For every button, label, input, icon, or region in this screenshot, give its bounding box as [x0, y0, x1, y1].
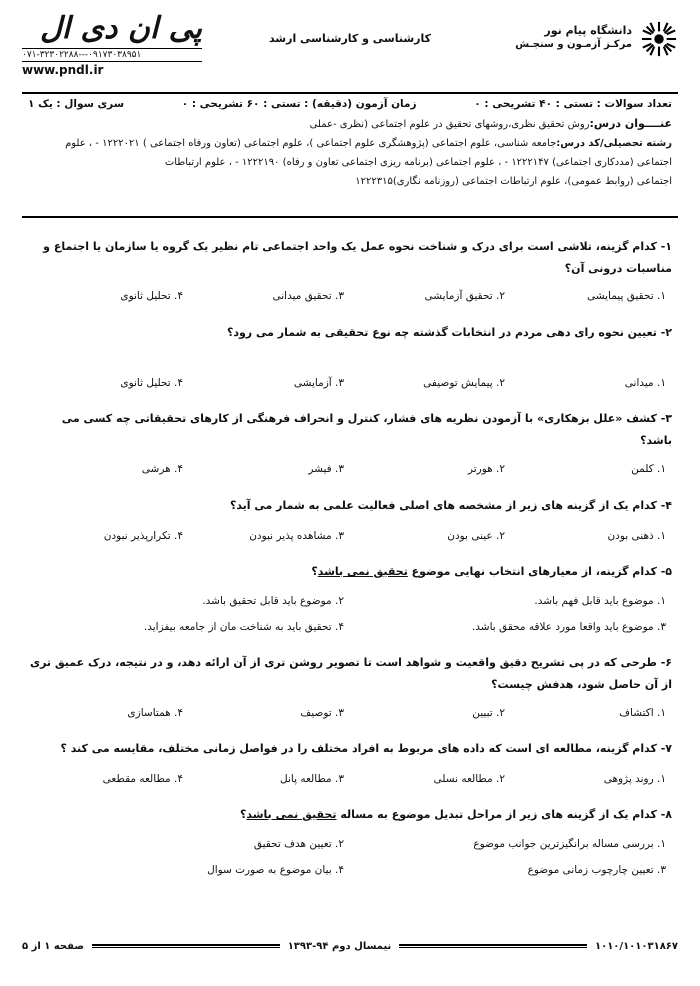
question-5-options: [28, 588, 672, 640]
q7-option-1[interactable]: ۱. روند پژوهی: [603, 773, 666, 785]
exam-center-name: مرکـز آزمـون و سنجـش: [515, 39, 632, 50]
q5-option-4[interactable]: ۴. تحقیق باید به شناخت مان از جامعه بیفزاید.: [143, 621, 344, 633]
question-series: سری سوال : یک ۱: [28, 98, 125, 110]
q8-option-3[interactable]: ۳. تعیین چارچوب زمانی موضوع: [527, 864, 666, 876]
q1-option-1[interactable]: ۱. تحقیق پیمایشی: [587, 290, 666, 302]
course-title-label: عنــــوان درس:: [589, 117, 672, 130]
question-6-options: [28, 707, 672, 719]
q2-option-3[interactable]: ۳. آزمایشی: [293, 377, 344, 389]
q2-option-4[interactable]: ۴. تحلیل ثانوی: [120, 377, 183, 389]
question-1-options: [28, 290, 672, 302]
watermark-stamp: [22, 11, 202, 94]
q4-option-3[interactable]: ۳. مشاهده پذیر نبودن: [249, 530, 344, 542]
q5-option-2[interactable]: ۲. موضوع باید قابل تحقیق باشد.: [202, 595, 344, 607]
university-logo-icon: [640, 20, 678, 58]
footer-divider: [399, 944, 587, 948]
exam-time: زمان آزمون (دقیقه) : تستی : ۶۰ تشریحی : ۰: [181, 98, 417, 110]
q2-option-1[interactable]: ۱. میدانی: [624, 377, 666, 389]
question-4: ۴- کدام یک از گزینه های زیر از مشخصه های اصلی فعالیت علمی به شمار می آید؟: [229, 499, 672, 512]
university-brand: [458, 14, 678, 84]
field-line-1: جامعه شناسی، علوم اجتماعی (پژوهشگری علوم اجتماعی )، علوم اجتماعی (تعاون ورفاه اجتماعی ) ۱۲۲۲۰۲۱ - ، علوم: [65, 138, 557, 149]
q4-option-2[interactable]: ۲. عینی بودن: [447, 530, 505, 542]
question-7: ۷- کدام گزینه، مطالعه ای است که داده های مربوط به افراد مختلف را در فواصل زمانی مختلف، مقایسه می کند ؟: [60, 742, 672, 755]
watermark-url: www.pndl.ir: [22, 63, 104, 77]
question-8-negation: تحقیق نمی باشد: [246, 808, 337, 821]
exam-info-box: [22, 92, 678, 218]
question-8: [28, 804, 672, 826]
header: [22, 11, 678, 94]
question-3: ۳- کشف «علل بزهکاری» با آزمودن نظریه های فشار، کنترل و انحراف فرهنگی از کارهای تحقیقاتی چه کسی می باشد؟: [61, 412, 672, 447]
field-label: رشته تحصیلی/کد درس:: [556, 138, 672, 149]
question-count: تعداد سوالات : تستی : ۴۰ تشریحی : ۰: [474, 98, 672, 110]
q7-option-3[interactable]: ۳. مطالعه پانل: [280, 773, 344, 785]
field-line-2: اجتماعی (مددکاری اجتماعی) ۱۲۲۲۱۴۷ - ، علوم اجتماعی (برنامه ریزی اجتماعی تعاون و رفاه) ۱۲۲۲۱۹۰ - ، علوم ارتباطات: [164, 157, 672, 168]
q4-option-4[interactable]: ۴. تکرارپذیر نبودن: [103, 530, 183, 542]
question-2-options: [28, 377, 672, 389]
q5-option-3[interactable]: ۳. موضوع باید واقعا مورد علاقه محقق باشد.: [471, 621, 666, 633]
q5-option-1[interactable]: ۱. موضوع باید قابل فهم باشد.: [534, 595, 666, 607]
q8-option-1[interactable]: ۱. بررسی مساله برانگیزترین جوانب موضوع: [473, 838, 666, 850]
question-8-options: [28, 831, 672, 883]
footer-divider-2: [92, 944, 280, 948]
q1-option-2[interactable]: ۲. تحقیق آزمایشی: [424, 290, 505, 302]
question-5: [28, 561, 672, 583]
field-line-3: اجتماعی (روابط عمومی)، علوم ارتباطات اجتماعی (روزنامه نگاری)۱۲۲۲۳۱۵: [355, 176, 672, 187]
q4-option-1[interactable]: ۱. ذهنی بودن: [607, 530, 666, 542]
q7-option-4[interactable]: ۴. مطالعه مقطعی: [102, 773, 183, 785]
question-2: ۲- تعیین نحوه رای دهی مردم در انتخابات گذشته چه نوع تحقیقی به شمار می رود؟: [226, 326, 672, 339]
watermark-phone: ۰۷۱-۳۲۳۰۲۲۸۸---۰۹۱۷۳۰۳۸۹۵۱: [22, 48, 202, 62]
q6-option-3[interactable]: ۳. توصیف: [300, 707, 344, 719]
q8-option-4[interactable]: ۴. بیان موضوع به صورت سوال: [207, 864, 344, 876]
question-4-options: [28, 530, 672, 542]
question-5-negation: تحقیق نمی باشد: [317, 565, 408, 578]
question-1: ۱- کدام گزینه، تلاشی است برای درک و شناخت نحوه عمل یک واحد اجتماعی تام نظیر یک گروه یا سازمان یا اجتماع و مناسبات درونی آن؟: [43, 240, 672, 275]
q6-option-2[interactable]: ۲. تبیین: [472, 707, 505, 719]
degree-title: کارشناسی و کارشناسی ارشد: [268, 32, 432, 45]
exam-code: ۱۰۱۰/۱۰۱۰۳۱۸۶۷: [595, 940, 678, 952]
question-8-mark: ؟: [239, 808, 247, 821]
page-number: صفحه ۱ از ۵: [22, 940, 84, 952]
semester-label: نیمسال دوم ۹۴-۱۳۹۳: [287, 940, 392, 952]
question-5-text: ۵- کدام گزینه، از معیارهای انتخاب نهایی موضوع: [407, 565, 672, 578]
q1-option-3[interactable]: ۳. تحقیق میدانی: [272, 290, 344, 302]
q3-option-4[interactable]: ۴. هرشی: [141, 463, 183, 475]
footer: [22, 938, 678, 954]
q3-option-1[interactable]: ۱. کلمن: [631, 463, 666, 475]
q1-option-4[interactable]: ۴. تحلیل ثانوی: [120, 290, 183, 302]
course-title: روش تحقیق نظری،روشهای تحقیق در علوم اجتماعی (نظری -عملی: [309, 119, 590, 130]
q6-option-4[interactable]: ۴. همتاسازی: [127, 707, 183, 719]
q6-option-1[interactable]: ۱. اکتشاف: [619, 707, 666, 719]
question-5-mark: ؟: [311, 565, 318, 578]
question-8-text: ۸- کدام یک از گزینه های زیر از مراحل تبدیل موضوع به مساله: [336, 808, 672, 821]
watermark-logo: پی ان دی ال: [39, 11, 202, 46]
q2-option-2[interactable]: ۲. پیمایش توصیفی: [423, 377, 505, 389]
university-name: دانشگاه پیام نور: [544, 24, 632, 37]
q8-option-2[interactable]: ۲. تعیین هدف تحقیق: [253, 838, 344, 850]
question-7-options: [28, 773, 672, 785]
q7-option-2[interactable]: ۲. مطالعه نسلی: [433, 773, 505, 785]
question-3-options: [28, 463, 672, 475]
q3-option-3[interactable]: ۳. فیشر: [308, 463, 344, 475]
question-6: ۶- طرحی که در پی تشریح دقیق واقعیت و شواهد است تا تصویر روشن تری از آن ارائه دهد، و در نتیجه، درک عمیق تری از آن حاصل شود، هدفش چیست؟: [29, 656, 672, 691]
q3-option-2[interactable]: ۲. هورتر: [467, 463, 505, 475]
